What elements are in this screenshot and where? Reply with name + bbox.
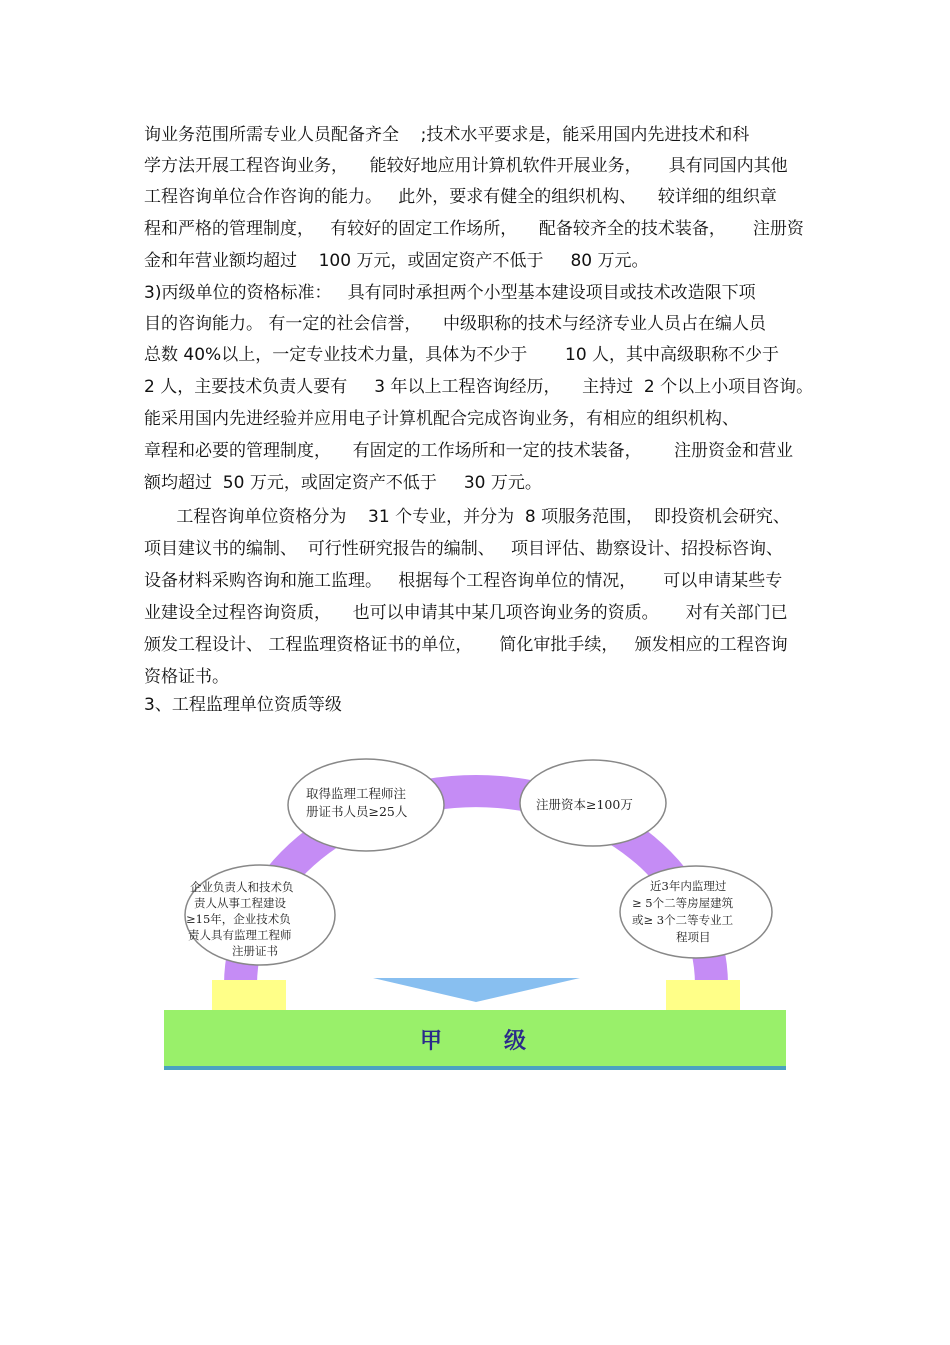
bubble-right [620,866,772,958]
bubble-top-right [520,760,666,846]
text-line: 工程咨询单位合作咨询的能力。 此外，要求有健全的组织机构、 较详细的组织章 [144,187,777,207]
bubble-right-line-2: ≥ 5个二等房屋建筑 [632,896,734,910]
bubble-top-left [288,759,444,851]
bubble-top-left-line-2: 册证书人员≥25人 [306,804,408,819]
bubble-left-line-1: 企业负责人和技术负 [190,880,294,894]
diagram-svg [150,740,810,1090]
text-line: 程和严格的管理制度， 有较好的固定工作场所， 配备较齐全的技术装备， 注册资 [144,219,804,239]
text-line: 能采用国内先进经验并应用电子计算机配合完成咨询业务，有相应的组织机构、 [144,409,739,429]
text-line: 工程咨询单位资格分为 31 个专业，并分为 8 项服务范围， 即投资机会研究、 [144,507,790,527]
grade-label-first: 甲 [420,1029,443,1054]
bubble-left-line-2: 责人从事工程建设 [194,896,286,910]
bubble-top-right-line-1: 注册资本≥100万 [536,797,633,812]
bubble-right-line-1: 近3年内监理过 [650,879,727,893]
grade-band [164,1010,786,1068]
qualification-diagram [150,740,810,1090]
text-line: 3)丙级单位的资格标准： 具有同时承担两个小型基本建设项目或技术改造限下项 [144,283,756,303]
bubble-left-line-5: 注册证书 [232,944,278,958]
text-line: 颁发工程设计、 工程监理资格证书的单位， 简化审批手续， 颁发相应的工程咨询 [144,635,788,655]
bubble-left-line-3: ≥15年，企业技术负 [186,912,291,926]
text-line: 学方法开展工程咨询业务， 能较好地应用计算机软件开展业务， 具有同国内其他 [144,156,788,176]
text-line: 2 人，主要技术负责人要有 3 年以上工程咨询经历， 主持过 2 个以上小项目咨询。 [144,377,814,397]
grade-band-shadow [164,1066,786,1070]
down-arrow-icon [373,978,580,1002]
text-line: 询业务范围所需专业人员配备齐全 ;技术水平要求是，能采用国内先进技术和科 [144,125,750,145]
text-line: 金和年营业额均超过 100 万元，或固定资产不低于 80 万元。 [144,251,649,271]
bubble-top-left-line-1: 取得监理工程师注 [306,786,407,801]
text-line: 章程和必要的管理制度， 有固定的工作场所和一定的技术装备， 注册资金和营业 [144,441,794,461]
bubble-left [185,865,335,965]
left-pillar [212,980,286,1012]
right-pillar [666,980,740,1012]
text-line: 业建设全过程咨询资质， 也可以申请其中某几项咨询业务的资质。 对有关部门已 [144,603,788,623]
text-line: 目的咨询能力。 有一定的社会信誉， 中级职称的技术与经济专业人员占在编人员 [144,314,767,334]
grade-label-second: 级 [504,1029,527,1054]
text-line: 3、工程监理单位资质等级 [144,695,342,715]
text-line: 设备材料采购咨询和施工监理。 根据每个工程咨询单位的情况， 可以申请某些专 [144,571,783,591]
text-line: 额均超过 50 万元，或固定资产不低于 30 万元。 [144,473,542,493]
bubble-right-line-4: 程项目 [676,930,711,944]
text-line: 资格证书。 [144,667,229,687]
text-line: 项目建议书的编制、 可行性研究报告的编制、 项目评估、勘察设计、招投标咨询、 [144,539,784,559]
bubble-right-line-3: 或≥ 3个二等专业工 [632,913,734,927]
bubble-left-line-4: 责人具有监理工程师 [188,928,292,942]
text-line: 总数 40%以上，一定专业技术力量，具体为不少于 10 人，其中高级职称不少于 [144,345,780,365]
